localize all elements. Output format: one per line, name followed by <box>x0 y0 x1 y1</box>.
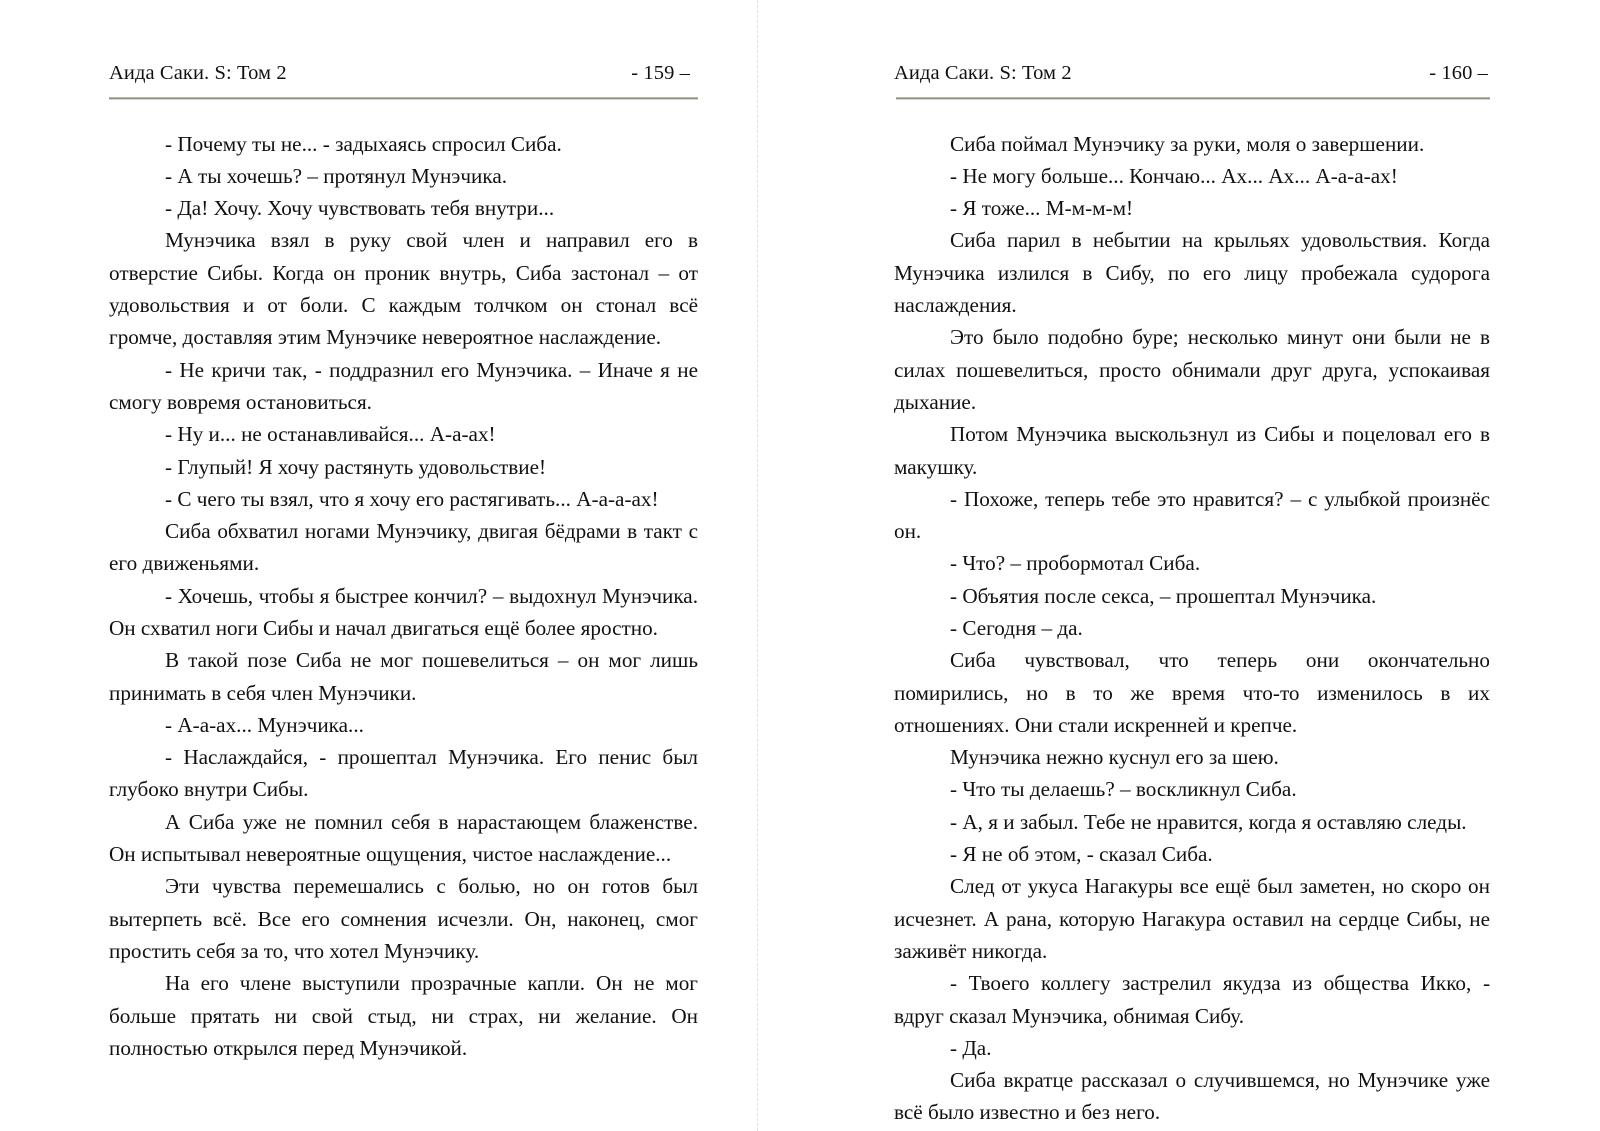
paragraph: - Не могу больше... Кончаю... Ах... Ах... А-а-а-ах! <box>950 163 1398 188</box>
paragraph: - Хочешь, чтобы я быстрее кончил? – выдохнул Мунэчика. Он схватил ноги Сибы и начал двигаться ещё более яростно. <box>109 583 698 640</box>
paragraph: Сиба вкратце рассказал о случившемся, но Мунэчике уже всё было известно и без него. <box>894 1068 1490 1125</box>
running-head-title: Аида Саки. S: Том 2 <box>894 62 1072 84</box>
paragraph: - Да! Хочу. Хочу чувствовать тебя внутри... <box>165 196 555 221</box>
paragraph: След от укуса Нагакуры все ещё был заметен, но скоро он исчезнет. А рана, которую Нагакура оставил на сердце Сибы, не заживёт никогда. <box>894 874 1490 963</box>
paragraph: - Объятия после секса, – прошептал Мунэчика. <box>950 583 1377 608</box>
paragraph: - Сегодня – да. <box>950 616 1083 640</box>
paragraph: - Глупый! Я хочу растянуть удовольствие! <box>165 454 547 479</box>
paragraph: - Не кричи так, - поддразнил его Мунэчика. – Иначе я не смогу вовремя остановиться. <box>109 357 698 414</box>
paragraph: Сиба обхватил ногами Мунэчику, двигая бёдрами в такт с его движеньями. <box>109 519 698 576</box>
paragraph: - А, я и забыл. Тебе не нравится, когда я оставляю следы. <box>950 809 1467 834</box>
paragraph: - С чего ты взял, что я хочу его растягивать... А-а-а-ах! <box>165 486 659 511</box>
paragraph: - Почему ты не... - задыхаясь спросил Сиба. <box>165 131 562 156</box>
paragraph: Мунэчика нежно куснул его за шею. <box>950 745 1279 770</box>
paragraph: - Ну и... не останавливайся... А-а-ах! <box>165 422 496 447</box>
paragraph: - Что? – пробормотал Сиба. <box>950 551 1201 576</box>
body-text-left <box>109 128 698 1065</box>
paragraph: Это было подобно буре; несколько минут они были не в силах пошевелиться, просто обнимали друг друга, успокаивая дыхание. <box>894 325 1490 414</box>
paragraph: - Наслаждайся, - прошептал Мунэчика. Его пенис был глубоко внутри Сибы. <box>109 745 698 802</box>
paragraph: В такой позе Сиба не мог пошевелиться – он мог лишь принимать в себя член Мунэчики. <box>109 648 698 705</box>
running-head-right <box>894 62 1490 85</box>
paragraph: - А ты хочешь? – протянул Мунэчика. <box>165 163 508 188</box>
paragraph: Сиба парил в небытии на крыльях удовольствия. Когда Мунэчика излился в Сибу, по его лицу пробежала судорога наслаждения. <box>894 228 1490 318</box>
paragraph: - Да. <box>950 1035 992 1060</box>
paragraph: Потом Мунэчика выскользнул из Сибы и поцеловал его в макушку. <box>894 422 1490 479</box>
page-number-left: - 159 – <box>631 62 690 84</box>
body-text-right <box>894 128 1490 1129</box>
running-head-title: Аида Саки. S: Том 2 <box>109 62 287 84</box>
paragraph: - А-а-ах... Мунэчика... <box>165 712 364 737</box>
page-right <box>800 0 1600 1131</box>
paragraph: - Я тоже... М-м-м-м! <box>950 196 1134 221</box>
spread-gutter-divider <box>757 0 759 1131</box>
page-number-right: - 160 – <box>1429 62 1488 84</box>
paragraph: На его члене выступили прозрачные капли. Он не мог больше прятать ни свой стыд, ни страх, ни желание. Он полностью открылся перед Мунэчикой. <box>109 971 698 1060</box>
paragraph: - Твоего коллегу застрелил якудза из общества Икко, - вдруг сказал Мунэчика, обнимая Сибу. <box>894 971 1490 1028</box>
header-rule-left <box>109 97 698 100</box>
paragraph: - Я не об этом, - сказал Сиба. <box>950 842 1213 867</box>
running-head-left <box>109 62 698 85</box>
paragraph: - Похоже, теперь тебе это нравится? – с улыбкой произнёс он. <box>894 486 1490 544</box>
paragraph: Эти чувства перемешались с болью, но он готов был вытерпеть всё. Все его сомнения исчезли. Он, наконец, смог простить себя за то, что хотел Мунэчику. <box>109 874 698 963</box>
paragraph: - Что ты делаешь? – воскликнул Сиба. <box>950 777 1297 802</box>
paragraph: Сиба чувствовал, что теперь они окончательно помирились, но в то же время что-то изменилось в их отношениях. Они стали искренней и крепче. <box>894 648 1490 737</box>
paragraph: Мунэчика взял в руку свой член и направил его в отверстие Сибы. Когда он проник внутрь, Сиба застонал – от удовольствия и от боли. С каждым толчком он стонал всё громче, доставляя этим Мунэчике невероятное наслаждение. <box>109 228 698 350</box>
paragraph: Сиба поймал Мунэчику за руки, моля о завершении. <box>950 131 1425 156</box>
header-rule-right <box>896 97 1490 100</box>
paragraph: А Сиба уже не помнил себя в нарастающем блаженстве. Он испытывал невероятные ощущения, чистое наслаждение... <box>109 809 698 867</box>
